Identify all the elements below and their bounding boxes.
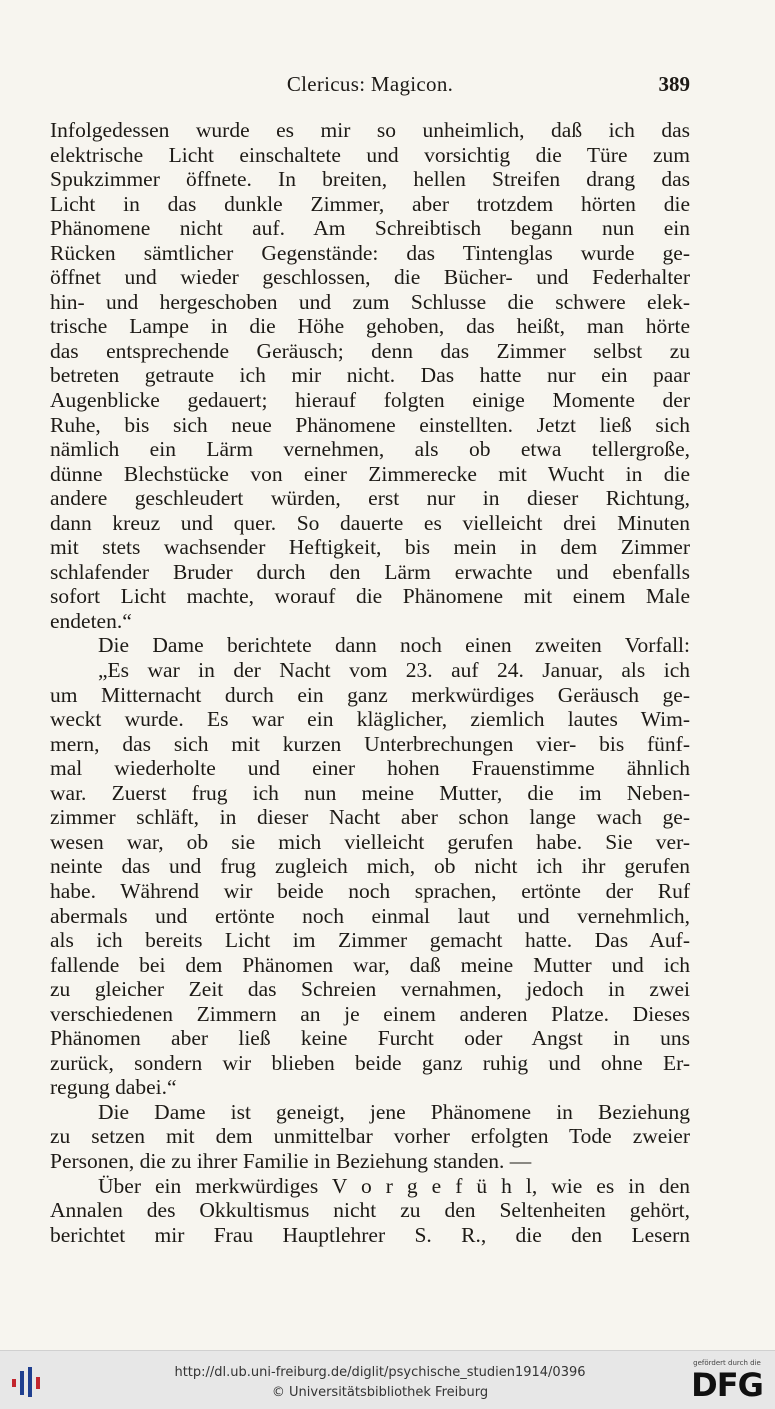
text-line: Augenblicke gedauert; hierauf folgten einige Momente der bbox=[50, 388, 690, 413]
text-line: Die Dame berichtete dann noch einen zweiten Vorfall: bbox=[98, 633, 690, 658]
text-line: Phänomen aber ließ keine Furcht oder Angst in uns bbox=[50, 1026, 690, 1051]
viewer-footer bbox=[0, 1350, 775, 1409]
text-line: Annalen des Okkultismus nicht zu den Seltenheiten gehört, bbox=[50, 1198, 690, 1223]
text-line: Phänomene nicht auf. Am Schreibtisch begann nun ein bbox=[50, 216, 690, 241]
running-title: Clericus: Magicon. bbox=[286, 72, 454, 96]
text-line: trische Lampe in die Höhe gehoben, das heißt, man hörte bbox=[50, 314, 690, 339]
page-number: 389 bbox=[658, 72, 690, 96]
text-line: „Es war in der Nacht vom 23. auf 24. Januar, als ich bbox=[98, 658, 690, 683]
text-line: zu gleicher Zeit das Schreien vernahmen, jedoch in zwei bbox=[50, 977, 690, 1002]
text-line: Ruhe, bis sich neue Phänomene einstellten. Jetzt ließ sich bbox=[50, 412, 690, 437]
text-line: betreten getraute ich mir nicht. Das hatte nur ein paar bbox=[50, 363, 690, 388]
text-line: Personen, die zu ihrer Familie in Beziehung standen. — bbox=[50, 1148, 532, 1173]
text-line: mal wiederholte und einer hohen Frauenstimme ähnlich bbox=[50, 756, 690, 781]
text-line: das entsprechende Geräusch; denn das Zimmer selbst zu bbox=[50, 338, 690, 363]
text-line: abermals und ertönte noch einmal laut und vernehmlich, bbox=[50, 903, 690, 928]
text-line: Über ein merkwürdiges V o r g e f ü h l, wie es in den bbox=[98, 1173, 690, 1198]
text-line: berichtet mir Frau Hauptlehrer S. R., die den Lesern bbox=[50, 1222, 690, 1247]
text-line: Die Dame ist geneigt, jene Phänomene in Beziehung bbox=[98, 1099, 690, 1124]
text-line: war. Zuerst frug ich nun meine Mutter, die im Neben- bbox=[50, 780, 690, 805]
text-line: zimmer schläft, in dieser Nacht aber schon lange wach ge- bbox=[50, 805, 690, 830]
text-line: endeten.“ bbox=[50, 608, 132, 633]
page-header bbox=[50, 72, 690, 100]
text-line: hin- und hergeschoben und zum Schlusse die schwere elek- bbox=[50, 289, 690, 314]
text-line: nämlich ein Lärm vernehmen, als ob etwa tellergroße, bbox=[50, 437, 690, 462]
university-library-logo-icon bbox=[10, 1365, 46, 1399]
text-line: mern, das sich mit kurzen Unterbrechungen vier- bis fünf- bbox=[50, 731, 690, 756]
text-line: Rücken sämtlicher Gegenstände: das Tintenglas wurde ge- bbox=[50, 240, 690, 265]
text-line: fallende bei dem Phänomen war, daß meine Mutter und ich bbox=[50, 952, 690, 977]
text-line: zu setzen mit dem unmittelbar vorher erfolgten Tode zweier bbox=[50, 1124, 690, 1149]
text-line: Spukzimmer öffnete. In breiten, hellen Streifen drang das bbox=[50, 167, 690, 192]
text-line: neinte das und frug zugleich mich, ob nicht ich ihr gerufen bbox=[50, 854, 690, 879]
text-line: wesen war, ob sie mich vielleicht gerufen habe. Sie ver- bbox=[50, 829, 690, 854]
text-line: andere geschleudert würden, erst nur in dieser Richtung, bbox=[50, 486, 690, 511]
text-line: Infolgedessen wurde es mir so unheimlich, daß ich das bbox=[50, 118, 690, 142]
text-line: habe. Während wir beide noch sprachen, ertönte der Ruf bbox=[50, 878, 690, 903]
text-line: verschiedenen Zimmern an je einem anderen Platze. Dieses bbox=[50, 1001, 690, 1026]
dfg-logo: DFG bbox=[691, 1366, 763, 1404]
text-line: um Mitternacht durch ein ganz merkwürdiges Geräusch ge- bbox=[50, 682, 690, 707]
document-url-link[interactable]: http://dl.ub.uni-freiburg.de/diglit/psychische_studien1914/0396 bbox=[174, 1365, 586, 1380]
text-line: regung dabei.“ bbox=[50, 1075, 177, 1100]
text-line: als ich bereits Licht im Zimmer gemacht hatte. Das Auf- bbox=[50, 928, 690, 953]
text-line: öffnet und wieder geschlossen, die Bücher- und Federhalter bbox=[50, 265, 690, 290]
body-text bbox=[50, 118, 690, 1247]
text-line: mit stets wachsender Heftigkeit, bis mein in dem Zimmer bbox=[50, 535, 690, 560]
copyright-notice: © Universitätsbibliothek Freiburg bbox=[271, 1385, 489, 1400]
text-line: elektrische Licht einschaltete und vorsichtig die Türe zum bbox=[50, 142, 690, 167]
text-line: sofort Licht machte, worauf die Phänomene mit einem Male bbox=[50, 584, 690, 609]
text-line: Licht in das dunkle Zimmer, aber trotzdem hörten die bbox=[50, 191, 690, 216]
text-line: dann kreuz und quer. So dauerte es vielleicht drei Minuten bbox=[50, 510, 690, 535]
text-line: zurück, sondern wir blieben beide ganz ruhig und ohne Er- bbox=[50, 1050, 690, 1075]
text-line: schlafender Bruder durch den Lärm erwachte und ebenfalls bbox=[50, 559, 690, 584]
text-line: weckt wurde. Es war ein kläglicher, ziemlich lautes Wim- bbox=[50, 707, 690, 732]
text-line: dünne Blechstücke von einer Zimmerecke mit Wucht in die bbox=[50, 461, 690, 486]
funding-note: gefördert durch die bbox=[693, 1359, 761, 1367]
